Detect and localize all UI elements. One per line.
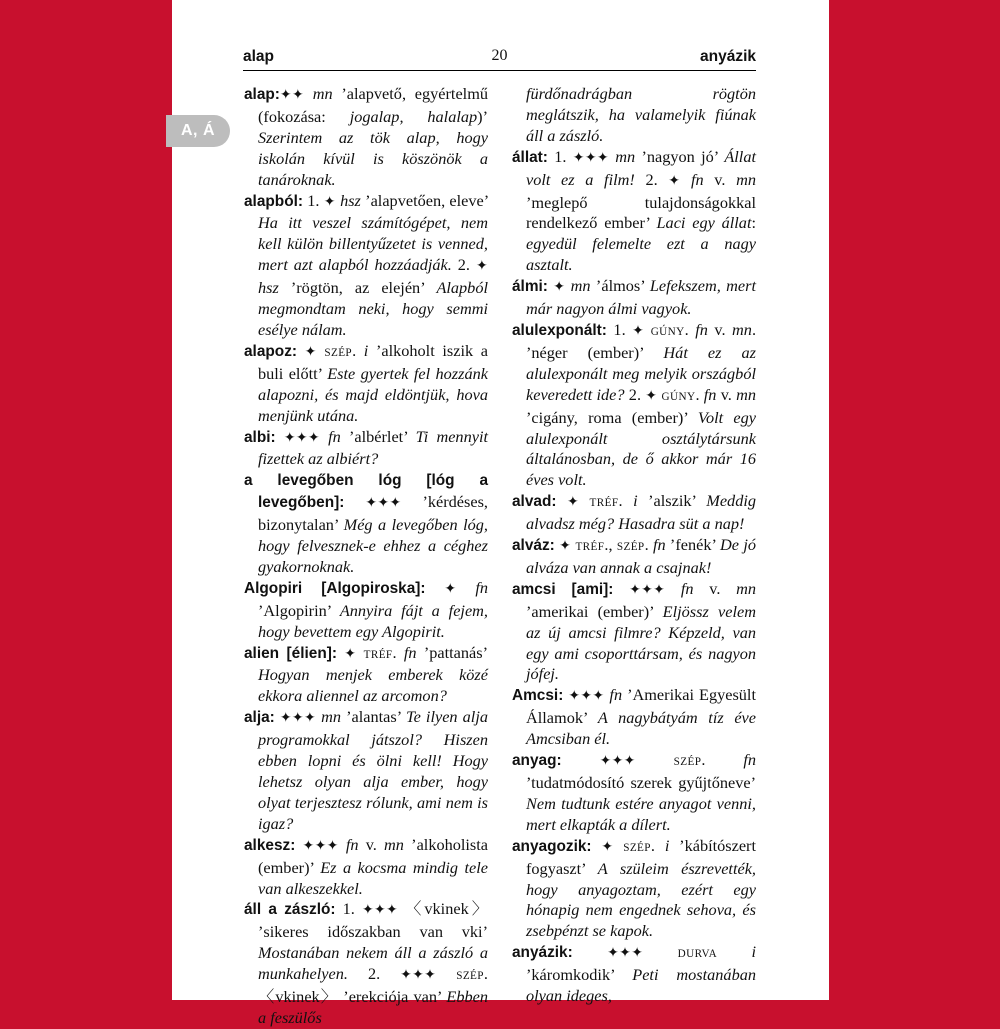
- headword: anyagozik:: [512, 837, 592, 855]
- dictionary-entry: [512, 320, 756, 491]
- headword: alváz:: [512, 537, 555, 555]
- definition-text: .: [392, 642, 404, 662]
- example-sentence: Mostanában nekem áll a zászló a munkahelyen.: [258, 943, 488, 984]
- dictionary-entry: [512, 276, 756, 320]
- part-of-speech: i: [664, 835, 670, 855]
- part-of-speech: hsz: [340, 190, 361, 210]
- thumb-index-tab[interactable]: A, Á: [166, 115, 230, 147]
- part-of-speech: mn: [736, 169, 757, 189]
- style-label: DURVA: [677, 948, 718, 961]
- style-label: TRÉF: [575, 541, 605, 554]
- frequency-stars: ✦✦✦: [599, 754, 636, 770]
- dictionary-entry: [244, 427, 488, 471]
- definition-text: ’nagyon jó’: [635, 146, 725, 166]
- style-label: SZÉP: [324, 346, 353, 359]
- part-of-speech: fn: [328, 426, 341, 446]
- dictionary-entry: [244, 835, 488, 900]
- frequency-stars: ✦: [632, 323, 645, 339]
- example-sentence: A nagybátyám tíz éve Amcsiban él.: [526, 708, 756, 749]
- part-of-speech: mn: [732, 319, 752, 339]
- example-sentence: Állat volt ez a film!: [526, 146, 756, 189]
- definition-text: [356, 643, 363, 662]
- definition-text: v.: [358, 834, 385, 854]
- definition-text: ’álmos’: [590, 276, 650, 296]
- definition-text: v.: [703, 169, 737, 189]
- frequency-stars: ✦: [559, 539, 572, 555]
- definition-text: [556, 491, 567, 510]
- example-sentence: Alapból megmondtam neki, hogy semmi esélye nálam.: [258, 278, 488, 339]
- definition-text: ’alapvető, egyértelmű (fokozása:: [258, 84, 488, 126]
- headword: amcsi [ami]:: [512, 580, 614, 598]
- example-sentence: Volt egy alulexponált osztálytársunk általánosban, de ő akkor már 16 éves volt.: [526, 407, 756, 490]
- definition-text: ’amerikai (ember)’: [526, 601, 663, 621]
- definition-text: [320, 427, 328, 446]
- style-label: TRÉF: [363, 648, 393, 661]
- definition-text: ’tudatmódosító szerek gyűjtőneve’: [526, 773, 756, 792]
- frequency-stars: ✦: [444, 581, 457, 597]
- example-sentence: Annyira fájt a fejem, hogy bevettem egy Algopirit.: [258, 600, 488, 641]
- dictionary-entry: [512, 685, 756, 750]
- definition-text: [573, 942, 607, 961]
- definition-text: ’alantas’: [341, 707, 407, 727]
- frequency-stars: ✦: [601, 839, 614, 855]
- definition-text: ’pattanás’: [416, 642, 489, 662]
- style-label: GÚNY: [650, 325, 685, 338]
- definition-text: . 〈vkinek〉 ’erekciója van’: [258, 964, 488, 1007]
- example-sentence: egyedül felemelte ezt a nagy asztalt.: [526, 234, 756, 275]
- frequency-stars: ✦: [475, 259, 488, 275]
- headword: állat:: [512, 148, 548, 166]
- dictionary-entry: [512, 750, 756, 836]
- frequency-stars: ✦: [567, 495, 580, 511]
- example-sentence: Ebben a feszülős: [258, 987, 488, 1027]
- headword: alkesz:: [244, 836, 296, 854]
- dictionary-entry: [244, 470, 488, 578]
- example-sentence: Még a levegőben lóg, hogy felvesznek-e ehhez a céghez gyakornoknak.: [258, 515, 488, 576]
- left-column: [244, 84, 488, 1029]
- part-of-speech: fn: [703, 384, 717, 404]
- definition-text: .: [701, 750, 744, 770]
- definition-text: ’cigány, roma (ember)’: [526, 407, 698, 427]
- definition-text: [339, 835, 346, 854]
- part-of-speech: mn: [321, 707, 342, 727]
- definition-text: v.: [716, 384, 737, 404]
- definition-text: ’meglepő tulajdonságokkal rendelkező ember’: [526, 192, 756, 233]
- dictionary-entry: [244, 899, 488, 1028]
- example-sentence: Eljössz velem az új amcsi filmre? Képzeld, van egy ami csoporttársam, és nagyon jófej.: [526, 601, 756, 684]
- definition-text: [636, 750, 674, 769]
- headword: alapoz:: [244, 342, 298, 360]
- headword: Amcsi:: [512, 687, 564, 705]
- dictionary-entry: [244, 578, 488, 643]
- definition-text: ’kábítószert fogyaszt’: [526, 835, 757, 878]
- frequency-stars: ✦✦✦: [629, 582, 666, 598]
- style-label: SZÉP: [616, 541, 645, 554]
- definition-text: ’Algopirin’: [258, 600, 340, 620]
- part-of-speech: mn: [736, 578, 757, 598]
- entry-continuation: [512, 84, 756, 147]
- part-of-speech: fn: [652, 535, 666, 555]
- part-of-speech: fn: [403, 642, 417, 662]
- definition-text: ’Amerikai Egyesült Államok’: [526, 685, 756, 728]
- definition-text: ’alkoholt iszik a buli előtt’: [258, 340, 488, 383]
- frequency-stars: ✦: [668, 173, 681, 189]
- definition-text: .: [618, 491, 634, 511]
- dictionary-entry: [244, 643, 488, 708]
- definition-text: v.: [693, 578, 737, 598]
- part-of-speech: mn: [312, 84, 333, 103]
- frequency-stars: ✦: [304, 344, 317, 360]
- example-sentence: Nem tudtunk estére anyagot venni, mert elkapták a dílert.: [526, 793, 756, 834]
- definition-text: [717, 942, 751, 961]
- definition-text: . ’néger (ember)’: [526, 319, 757, 362]
- definition-text: .: [352, 340, 364, 360]
- headword: Algopiri [Algopiroska]:: [244, 579, 426, 597]
- headword: alien [élien]:: [244, 644, 337, 662]
- definition-text: [613, 579, 629, 598]
- style-label: SZÉP: [673, 756, 702, 769]
- dictionary-entry: [512, 942, 756, 1007]
- dictionary-entry: [512, 147, 756, 276]
- dictionary-entry: [512, 579, 756, 686]
- example-sentence: Lefekszem, mert már nagyon álmi vagyok.: [526, 276, 756, 319]
- frequency-stars: ✦✦: [279, 88, 304, 103]
- part-of-speech: fn: [680, 578, 694, 598]
- definition-text: 1.: [547, 146, 573, 166]
- definition-text: ’fenék’: [665, 535, 721, 555]
- definition-text: ’alkoholista (ember)’: [258, 834, 489, 877]
- dictionary-entry: [512, 491, 756, 535]
- definition-text: ’alszik’: [637, 491, 707, 511]
- style-label: SZÉP: [456, 970, 484, 983]
- right-guideword: anyázik: [699, 48, 756, 65]
- dictionary-entry: [244, 341, 488, 427]
- headword: albi:: [244, 428, 276, 446]
- left-guideword: alap: [243, 48, 275, 65]
- frequency-stars: ✦: [323, 194, 336, 210]
- example-sentence: De jó alváza van annak a csajnak!: [526, 535, 757, 577]
- part-of-speech: mn: [736, 384, 756, 404]
- example-sentence: Ha itt veszel számítógépet, nem kell külön billentyűzetet is venned, mert azt alapból hozzáadják.: [258, 213, 488, 275]
- headword: a levegőben lóg [lóg a levegőben]:: [244, 472, 488, 512]
- definition-text: [295, 835, 302, 854]
- definition-text: 1.: [303, 190, 324, 210]
- definition-text: [562, 750, 600, 769]
- example-sentence: Ti mennyit fizettek az albiért?: [258, 426, 488, 469]
- headword: álmi:: [512, 278, 548, 296]
- definition-text: 2.: [624, 384, 646, 404]
- style-label: GÚNY: [661, 390, 696, 403]
- definition-text: .,: [604, 535, 617, 555]
- running-header: [243, 46, 756, 70]
- definition-text: ’rögtön, az elején’: [278, 278, 437, 298]
- definition-text: 〈vkinek〉 ’sikeres időszakban van vki’: [258, 899, 488, 942]
- frequency-stars: ✦✦✦: [361, 903, 399, 919]
- definition-text: [592, 836, 602, 855]
- example-sentence: Te ilyen alja programokkal játszol? Hiszen ebben lopni és ölni kell! Hogy lehetsz olyan alja ember, hogy olyat terjesztesz rólunk, ami nem is igaz?: [258, 707, 488, 833]
- part-of-speech: i: [633, 491, 638, 511]
- example-sentence: Meddig alvadsz még? Hasadra süt a nap!: [526, 491, 756, 534]
- frequency-stars: ✦✦✦: [365, 496, 402, 512]
- frequency-stars: ✦✦✦: [279, 711, 316, 727]
- dictionary-entry: [244, 84, 488, 191]
- example-sentence: fürdőnadrágban rögtön meglátszik, ha valamelyik fiúnak áll a zászló.: [526, 84, 756, 145]
- part-of-speech: mn: [384, 834, 404, 854]
- definition-text: .: [684, 319, 696, 339]
- definition-text: [436, 964, 456, 983]
- headword: alapból:: [244, 192, 303, 210]
- part-of-speech: fn: [743, 750, 757, 770]
- headword: áll a zászló:: [244, 901, 336, 919]
- dictionary-entry: [512, 836, 756, 943]
- definition-text: 2.: [347, 964, 401, 984]
- part-of-speech: fn: [695, 319, 708, 339]
- part-of-speech: hsz: [258, 278, 279, 298]
- definition-text: ’alapvetően, eleve’: [360, 190, 488, 210]
- definition-text: [680, 170, 691, 189]
- frequency-stars: ✦✦✦: [568, 689, 605, 705]
- definition-text: [643, 942, 677, 961]
- definition-text: ’albérlet’: [340, 426, 416, 446]
- frequency-stars: ✦✦✦: [572, 150, 609, 166]
- frequency-stars: ✦: [645, 388, 658, 404]
- definition-text: [665, 579, 681, 598]
- dictionary-entry: [512, 535, 756, 579]
- definition-text: v.: [707, 319, 733, 339]
- frequency-stars: ✦✦✦: [607, 946, 644, 962]
- example-sentence: Peti mostanában olyan ideges,: [526, 965, 756, 1006]
- headword: anyázik:: [512, 944, 573, 962]
- headword: anyag:: [512, 752, 562, 770]
- frequency-stars: ✦✦✦: [302, 838, 339, 854]
- example-sentence: Ez a kocsma mindig tele van alkeszekkel.: [258, 857, 488, 898]
- page-number: 20: [491, 47, 508, 64]
- definition-text: ’káromkodik’: [526, 965, 633, 985]
- definition-text: :: [751, 213, 756, 233]
- definition-text: 2.: [451, 255, 476, 275]
- definition-text: 1.: [335, 899, 362, 919]
- frequency-stars: ✦: [344, 646, 357, 662]
- definition-text: [579, 491, 590, 510]
- definition-text: [304, 84, 313, 103]
- definition-text: )’: [477, 106, 488, 126]
- definition-text: 2.: [634, 169, 669, 189]
- part-of-speech: fn: [475, 577, 488, 597]
- dictionary-entry: [244, 707, 488, 834]
- example-sentence: Hogyan menjek emberek közé ekkora aliennel az arcomon?: [258, 665, 488, 706]
- part-of-speech: fn: [345, 834, 359, 854]
- definition-text: [456, 578, 475, 597]
- right-column: [512, 84, 756, 1007]
- example-sentence: A szüleim észrevették, hogy anyagoztam, ezért egy hónapig nem engednek sehova, és zsebpénzt se kapok.: [526, 858, 756, 941]
- frequency-stars: ✦: [553, 280, 566, 296]
- headword: alvad:: [512, 493, 557, 511]
- definition-text: [426, 578, 445, 597]
- definition-text: .: [695, 384, 704, 404]
- dictionary-entry: [244, 191, 488, 341]
- definition-text: .: [644, 535, 653, 555]
- style-label: TRÉF: [589, 497, 619, 510]
- example-sentence: Laci egy állat: [656, 213, 752, 233]
- example-sentence: Hát ez az alulexponált meg melyik országból keveredett ide?: [526, 342, 756, 404]
- part-of-speech: mn: [615, 146, 636, 166]
- part-of-speech: i: [751, 942, 756, 962]
- part-of-speech: fn: [690, 169, 704, 189]
- definition-text: [344, 492, 365, 511]
- headword: alulexponált:: [512, 321, 607, 339]
- definition-text: [613, 836, 623, 855]
- style-label: SZÉP: [623, 841, 651, 854]
- header-rule: [243, 70, 756, 71]
- part-of-speech: i: [363, 340, 369, 360]
- example-sentence: Szerintem az tök alap, hogy iskolán kívül is köszönök a tanároknak.: [258, 127, 488, 189]
- headword: alap:: [244, 86, 280, 103]
- definition-text: [276, 427, 284, 446]
- definition-text: 1.: [606, 319, 633, 339]
- example-sentence: jogalap, halalap: [349, 106, 478, 126]
- part-of-speech: mn: [570, 276, 591, 296]
- headword: alja:: [244, 709, 275, 727]
- part-of-speech: fn: [609, 685, 623, 705]
- definition-text: ’kérdéses, bizonytalan’: [258, 492, 488, 535]
- definition-text: .: [650, 835, 665, 855]
- definition-text: [297, 341, 305, 360]
- frequency-stars: ✦✦✦: [283, 430, 320, 446]
- frequency-stars: ✦✦✦: [400, 968, 437, 984]
- example-sentence: Este gyertek fel hozzánk alapozni, és majd eldöntjük, hova menjünk utána.: [258, 363, 488, 425]
